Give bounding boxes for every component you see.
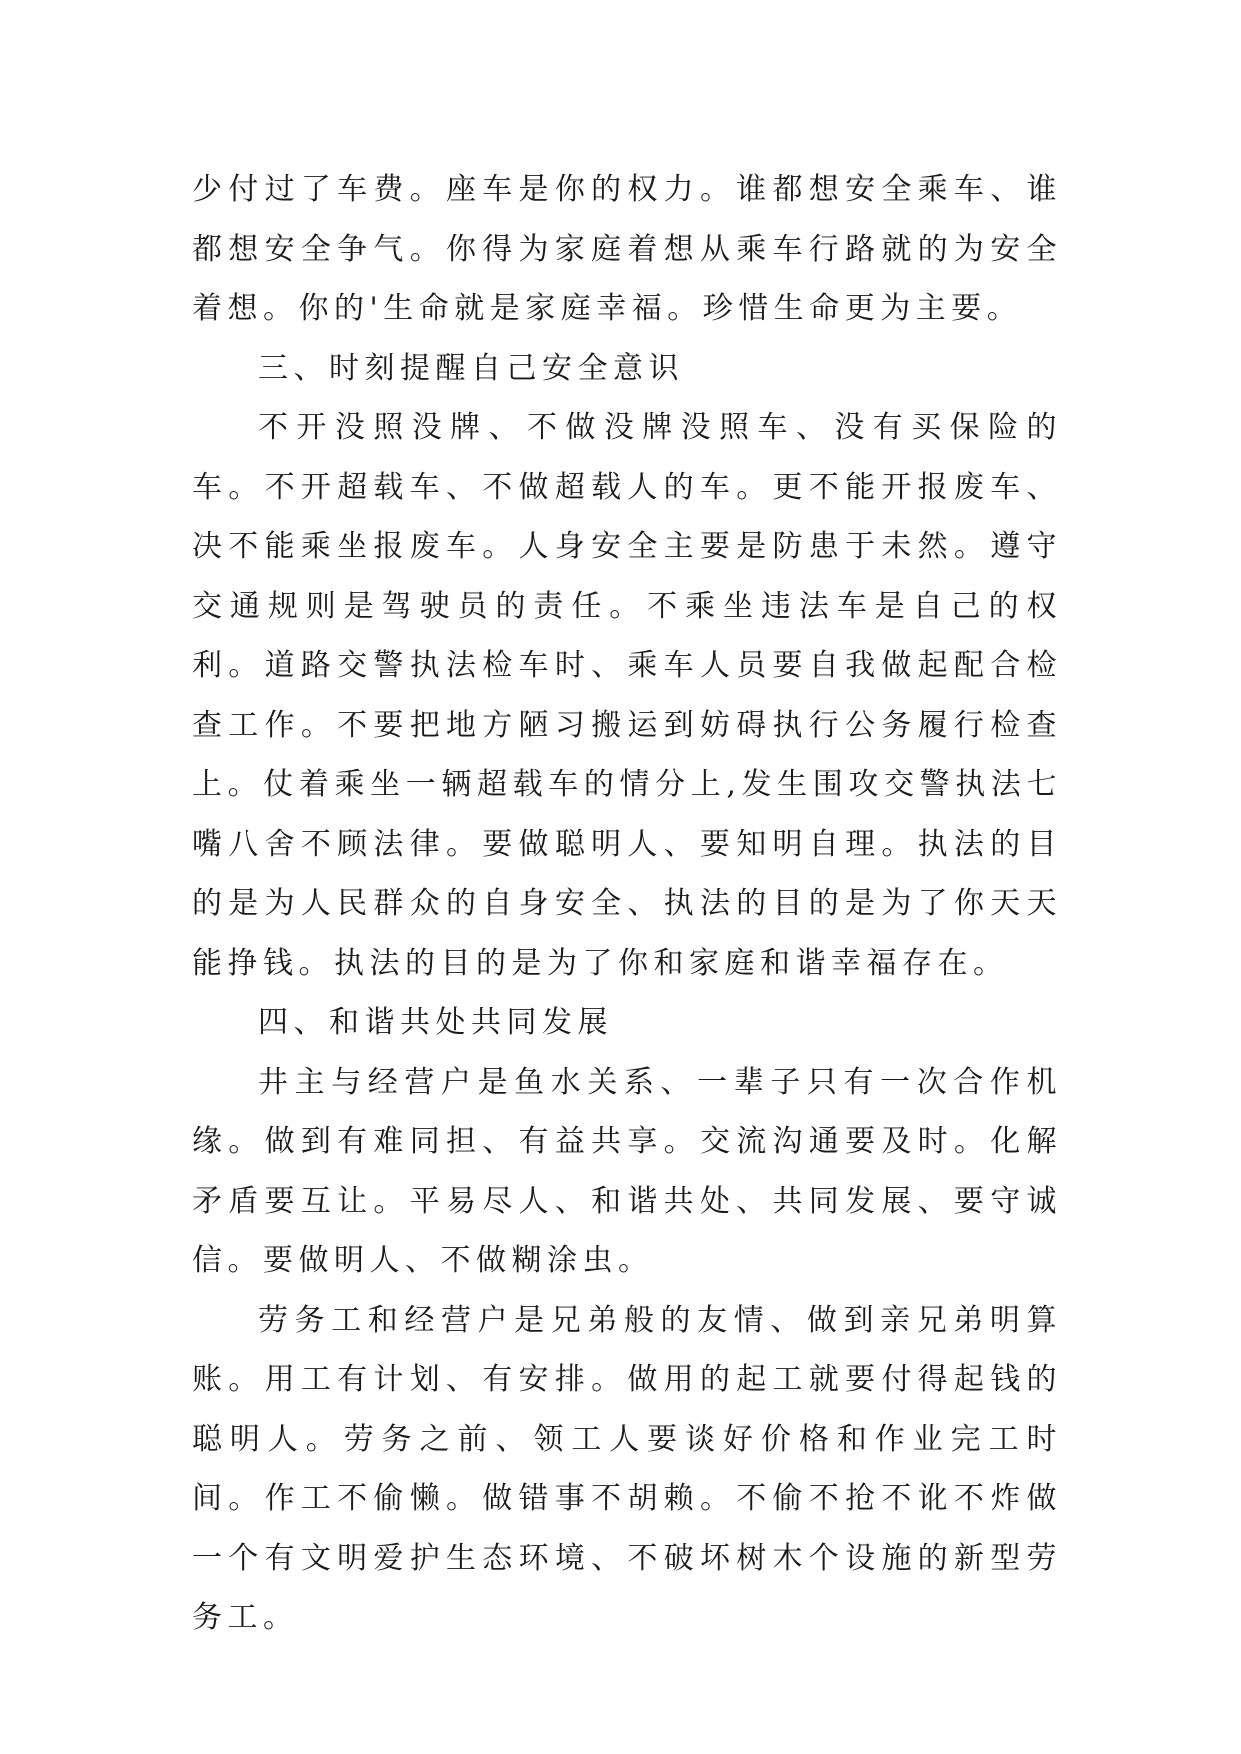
section-heading-3: 三、时刻提醒自己安全意识	[258, 350, 684, 386]
paragraph-safety-awareness: 不开没照没牌、不做没牌没照车、没有买保险的车。不开超载车、不做超载人的车。更不能开报废车、决不能乘坐报废车。人身安全主要是防患于未然。遵守交通规则是驾驶员的责任。不乘坐违法车是自己的权利。道路交警执法检车时、乘车人员要自我做起配合检查工作。不要把地方陋习搬运到妨碍执行公务履行检查上。仗着乘坐一辆超载车的情分上,发生围攻交警执法七嘴八舍不顾法律。要做聪明人、要知明自理。执法的目的是为人民群众的自身安全、执法的目的是为了你天天能挣钱。执法的目的是为了你和家庭和谐幸福存在。	[192, 410, 1062, 981]
paragraph-safe-riding: 少付过了车费。座车是你的权力。谁都想安全乘车、谁都想安全争气。你得为家庭着想从乘车行路就的为安全着想。你的'生命就是家庭幸福。珍惜生命更为主要。	[192, 172, 1062, 326]
section-heading-4: 四、和谐共处共同发展	[258, 1005, 613, 1040]
document-body	[192, 160, 1062, 1648]
paragraph-mine-owner-relations: 井主与经营户是鱼水关系、一辈子只有一次合作机缘。做到有难同担、有益共享。交流沟通要及时。化解矛盾要互让。平易尽人、和谐共处、共同发展、要守诚信。要做明人、不做糊涂虫。	[192, 1064, 1062, 1278]
paragraph-laborer-relations: 劳务工和经营户是兄弟般的友情、做到亲兄弟明算账。用工有计划、有安排。做用的起工就要付得起钱的聪明人。劳务之前、领工人要谈好价格和作业完工时间。作工不偷懒。做错事不胡赖。不偷不抢不讹不炸做一个有文明爱护生态环境、不破坏树木个设施的新型劳务工。	[192, 1302, 1062, 1635]
